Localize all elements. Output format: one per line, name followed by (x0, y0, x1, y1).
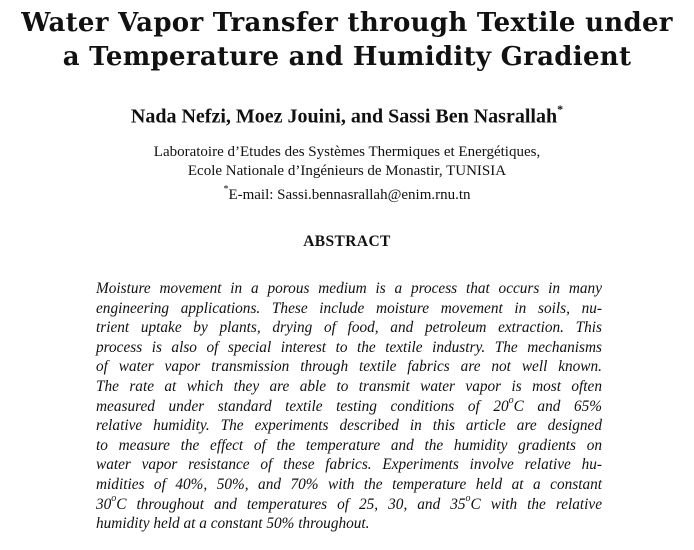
abstract-line: engineering applications. These include moisture movement in soils, nu- (96, 299, 602, 317)
degree-symbol: o (508, 395, 514, 407)
author-list (0, 99, 694, 129)
affiliation-line-1: Laboratoire d’Etudes des Systèmes Thermiques et Energétiques, (153, 144, 541, 160)
abstract-line: Moisture movement in a porous medium is a process that occurs in many (96, 280, 602, 297)
abstract-line (96, 495, 602, 515)
abstract-line: humidity held at a constant 50% throughout. (96, 515, 370, 533)
abstract-body (96, 279, 602, 534)
email-marker: * (223, 184, 229, 195)
affiliation-block (0, 143, 694, 205)
abstract-line (96, 397, 602, 417)
abstract-line: midities of 40%, 50%, and 70% with the temperature held at a constant (96, 475, 602, 493)
corresponding-author-marker: * (557, 102, 564, 116)
abstract-line: process is also of special interest to the textile industry. The mechanisms (96, 338, 602, 356)
abstract-line-text: measured under standard textile testing conditions of 20 (96, 397, 509, 415)
abstract-line: of water vapor transmission through textile fabrics are not well known. (96, 358, 602, 376)
abstract-line-text: C and 65% (513, 397, 602, 415)
title-line-2: a Temperature and Humidity Gradient (62, 42, 632, 72)
email-text: E-mail: Sassi.bennasrallah@enim.rnu.tn (228, 187, 471, 203)
degree-symbol: o (465, 493, 471, 505)
authors-text: Nada Nefzi, Moez Jouini, and Sassi Ben Nasrallah (130, 105, 558, 128)
degree-symbol: o (111, 493, 117, 505)
abstract-line-text: C throughout and temperatures of 25, 30, and 35 (116, 495, 466, 513)
paper-title (0, 6, 694, 74)
abstract-line-text: 30 (96, 495, 112, 513)
abstract-line: The rate at which they are able to transmit water vapor is most often (96, 377, 602, 395)
abstract-line: relative humidity. The experiments described in this article are designed (96, 417, 602, 435)
email-line (0, 181, 694, 205)
abstract-heading: ABSTRACT (303, 233, 391, 250)
abstract-line: to measure the effect of the temperature and the humidity gradients on (96, 436, 602, 454)
title-line-1: Water Vapor Transfer through Textile under (21, 8, 673, 38)
abstract-line: water vapor resistance of these fabrics. Experiments involve relative hu- (96, 456, 602, 474)
abstract-line-text: C with the relative (470, 495, 602, 513)
abstract-line: trient uptake by plants, drying of food, and petroleum extraction. This (96, 319, 602, 337)
affiliation-line-2: Ecole Nationale d’Ingénieurs de Monastir, TUNISIA (187, 163, 507, 179)
